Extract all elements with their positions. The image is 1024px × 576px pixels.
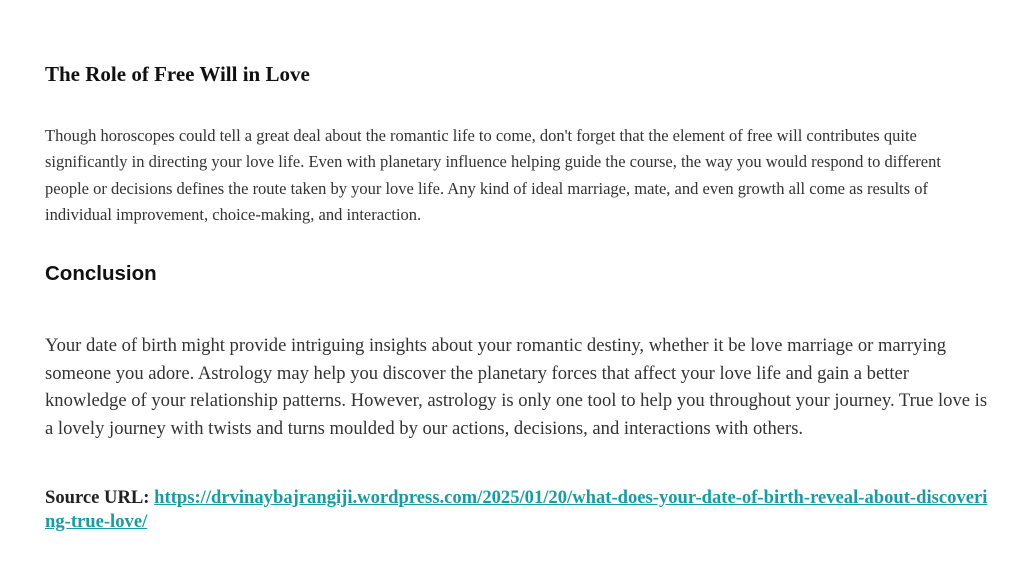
source-url-link[interactable]: https://drvinaybajrangiji.wordpress.com/2025/01/20/what-does-your-date-of-birth-reveal-about-discovering-true-love/ <box>45 487 988 532</box>
paragraph-free-will: Though horoscopes could tell a great deal about the romantic life to come, don't forget that the element of free will contributes quite significantly in directing your love life. Even with planetary influence helping guide the course, the way you would respond to different people or decisions defines the route taken by your love life. Any kind of ideal marriage, mate, and even growth all come as results of individual improvement, choice-making, and interaction. <box>45 126 941 224</box>
section-heading-conclusion: Conclusion <box>45 262 157 285</box>
paragraph-conclusion: Your date of birth might provide intriguing insights about your romantic destiny, whether it be love marriage or marrying someone you adore. Astrology may help you discover the planetary forces that affect your love life and gain a better knowledge of your relationship patterns. However, astrology is only one tool to help you throughout your journey. True love is a lovely journey with twists and turns moulded by our actions, decisions, and interactions with others. <box>45 335 988 439</box>
source-line <box>45 486 990 534</box>
section-heading-free-will: The Role of Free Will in Love <box>45 62 310 86</box>
source-label: Source URL: <box>45 487 150 508</box>
